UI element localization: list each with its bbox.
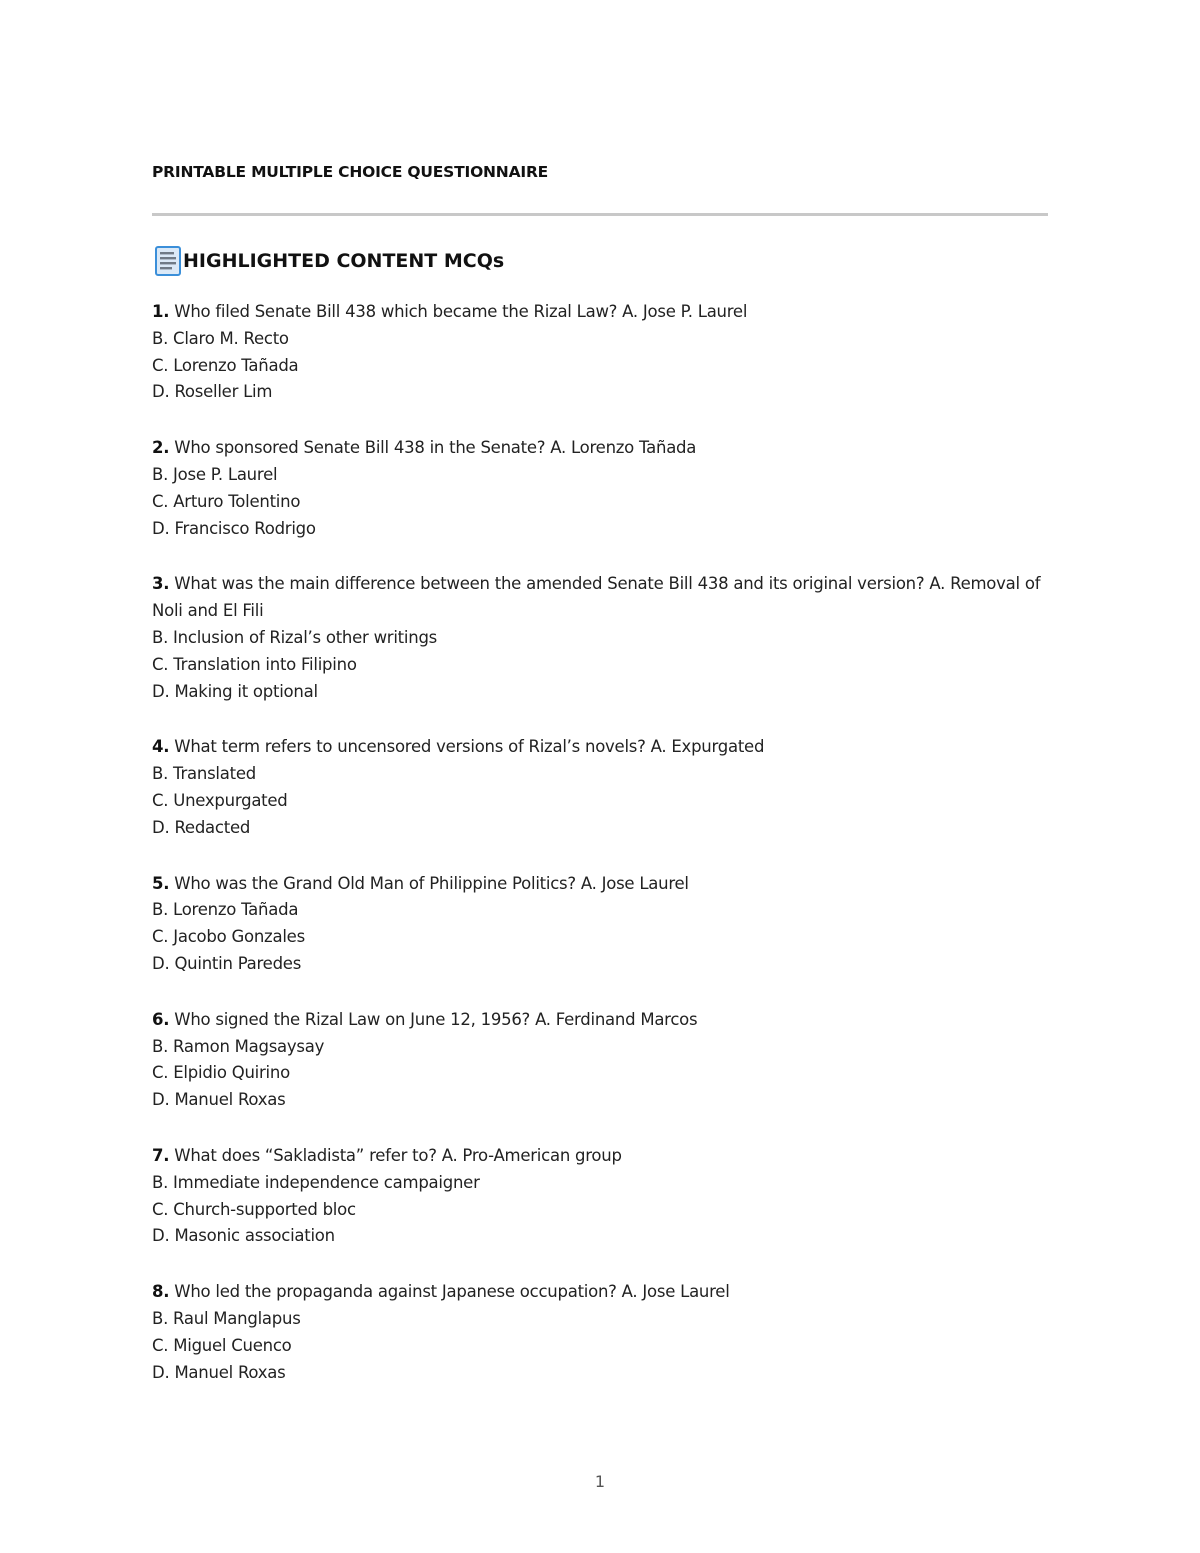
answer-option: C. Miguel Cuenco <box>152 1335 292 1355</box>
answer-option: B. Ramon Magsaysay <box>152 1036 325 1056</box>
question-item <box>152 299 1052 406</box>
question-text: Who signed the Rizal Law on June 12, 1956? A. Ferdinand Marcos <box>174 1009 698 1029</box>
question-item <box>152 871 1052 978</box>
answer-option: B. Lorenzo Tañada <box>152 900 299 920</box>
question-number: 5. <box>152 873 170 893</box>
title-divider <box>152 213 1048 216</box>
answer-option: B. Raul Manglapus <box>152 1308 301 1328</box>
answer-option: D. Redacted <box>152 817 251 837</box>
question-stem <box>152 734 1052 761</box>
answer-option: D. Roseller Lim <box>152 382 273 402</box>
answer-option: C. Arturo Tolentino <box>152 491 301 511</box>
document-icon <box>155 246 181 276</box>
question-stem <box>152 871 1052 898</box>
question-number: 8. <box>152 1282 170 1302</box>
page-title: PRINTABLE MULTIPLE CHOICE QUESTIONNAIRE <box>152 163 549 181</box>
question-stem <box>152 1143 1052 1170</box>
answer-option: C. Elpidio Quirino <box>152 1063 290 1083</box>
answer-option: D. Francisco Rodrigo <box>152 518 316 538</box>
question-item <box>152 1007 1052 1114</box>
answer-option: B. Immediate independence campaigner <box>152 1172 480 1192</box>
answer-option: C. Lorenzo Tañada <box>152 355 299 375</box>
answer-option: D. Manuel Roxas <box>152 1362 286 1382</box>
question-stem <box>152 1007 1052 1034</box>
question-number: 1. <box>152 302 170 321</box>
question-item <box>152 734 1052 841</box>
question-item <box>152 1279 1052 1386</box>
question-text: Who sponsored Senate Bill 438 in the Senate? A. Lorenzo Tañada <box>174 438 697 458</box>
question-text: What term refers to uncensored versions of Rizal’s novels? A. Expurgated <box>174 737 765 757</box>
answer-option: B. Translated <box>152 764 256 784</box>
section-heading <box>155 245 504 277</box>
answer-option: D. Making it optional <box>152 681 318 701</box>
answer-option: C. Unexpurgated <box>152 790 288 810</box>
question-item <box>152 1143 1052 1250</box>
section-heading-text: HIGHLIGHTED CONTENT MCQs <box>183 250 505 272</box>
answer-option: B. Inclusion of Rizal’s other writings <box>152 627 438 647</box>
question-text: What does “Sakladista” refer to? A. Pro-American group <box>174 1145 622 1165</box>
question-text: Who was the Grand Old Man of Philippine Politics? A. Jose Laurel <box>174 873 689 893</box>
answer-option: C. Jacobo Gonzales <box>152 927 305 947</box>
question-item <box>152 571 1052 705</box>
answer-option: B. Claro M. Recto <box>152 328 289 348</box>
answer-option: C. Church-supported bloc <box>152 1199 356 1219</box>
question-list <box>152 299 1052 1415</box>
answer-option: D. Masonic association <box>152 1226 335 1246</box>
question-number: 6. <box>152 1009 170 1029</box>
question-number: 2. <box>152 438 170 458</box>
question-stem <box>152 435 1052 462</box>
question-text: What was the main difference between the amended Senate Bill 438 and its original version? A. Removal of Noli and El Fili <box>152 574 1041 621</box>
question-stem <box>152 299 1052 326</box>
question-number: 4. <box>152 737 170 757</box>
answer-option: B. Jose P. Laurel <box>152 464 278 484</box>
question-stem <box>152 1279 1052 1306</box>
question-stem <box>152 571 1052 625</box>
question-item <box>152 435 1052 542</box>
question-text: Who filed Senate Bill 438 which became the Rizal Law? A. Jose P. Laurel <box>174 302 748 321</box>
question-number: 7. <box>152 1145 170 1165</box>
answer-option: D. Quintin Paredes <box>152 953 302 973</box>
question-number: 3. <box>152 574 170 594</box>
answer-option: C. Translation into Filipino <box>152 654 357 674</box>
answer-option: D. Manuel Roxas <box>152 1090 286 1110</box>
question-text: Who led the propaganda against Japanese occupation? A. Jose Laurel <box>174 1282 730 1302</box>
page-number: 1 <box>594 1472 606 1491</box>
